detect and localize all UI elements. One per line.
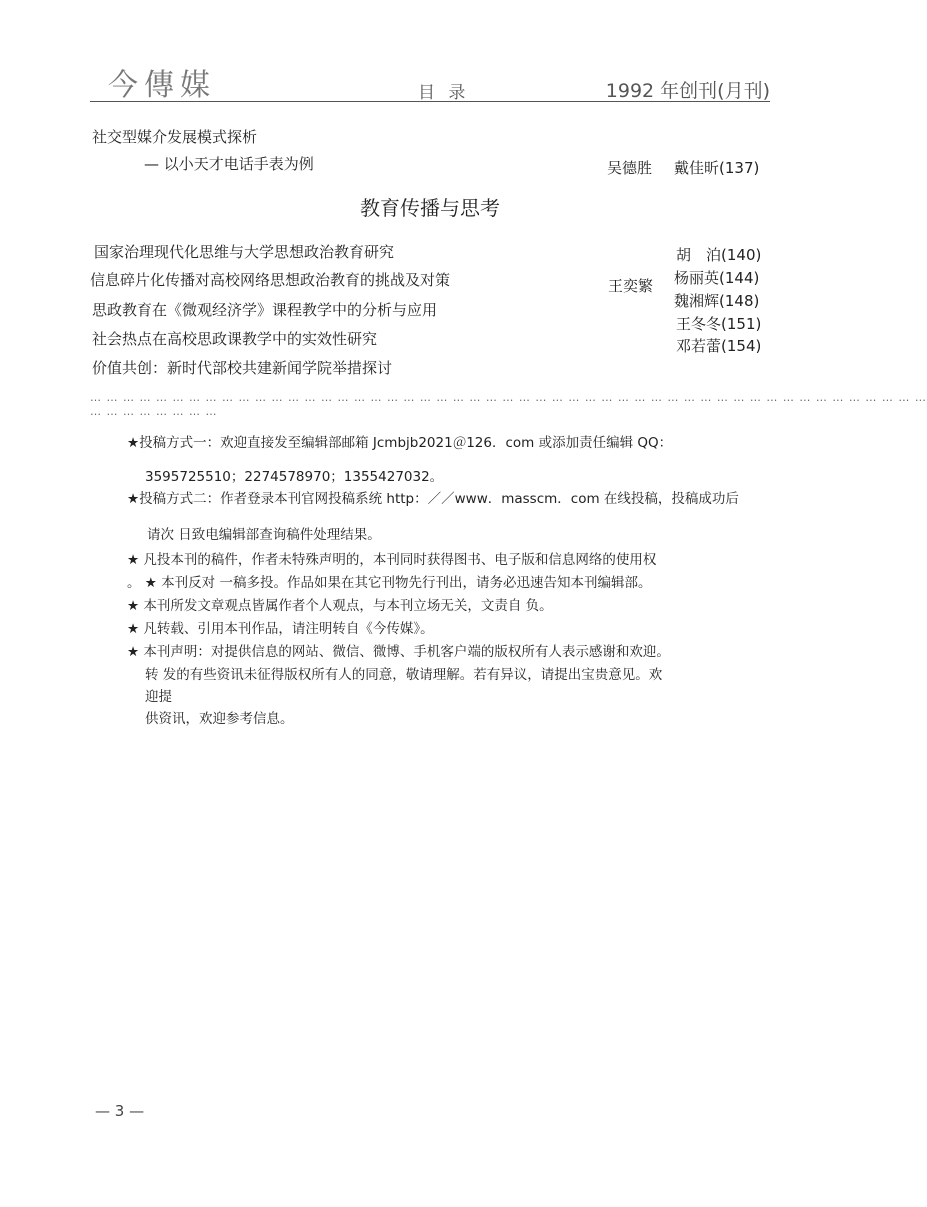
toc-entry-author: 杨丽英(144)	[674, 269, 760, 287]
co-author: 王奕繁	[608, 277, 654, 295]
journal-logo: 今傳媒	[108, 68, 216, 103]
submission-note: ★投稿方式二：作者登录本刊官网投稿系统 http：／／www．masscm．com 在线投稿，投稿成功后	[127, 491, 739, 507]
toc-entry-author: 魏湘辉(148)	[674, 292, 760, 310]
submission-note: 请次 日致电编辑部查询稿件处理结果。	[147, 527, 381, 543]
article-title: 社交型媒介发展模式探析	[92, 128, 258, 146]
submission-note: ★投稿方式一：欢迎直接发至编辑部邮箱 Jcmbjb2021＠126．com 或添加责任编辑 QQ：	[127, 435, 673, 451]
dotted-separator: … … … … … … … … … … … … … … … … … … … … … … … … … … … … … … … … … … … … … … … … … … … … … … … … … … …	[90, 391, 927, 404]
toc-entry-title: 国家治理现代化思维与大学思想政治教育研究	[94, 243, 395, 261]
page-number: — 3 —	[95, 1102, 145, 1120]
statement-note: 供资讯，欢迎参考信息。	[145, 711, 294, 727]
toc-entry-title: 价值共创：新时代部校共建新闻学院举措探讨	[92, 359, 393, 377]
toc-entry-author: 邓若蕾(154)	[676, 337, 762, 355]
toc-heading: 目 录	[418, 83, 470, 103]
article-author-page: 戴佳昕(137)	[674, 159, 760, 177]
toc-entry-author: 胡 泊(140)	[676, 246, 762, 264]
reprint-note: ★ 凡转载、引用本刊作品，请注明转自《今传媒》。	[127, 621, 434, 637]
article-subtitle: — 以小天才电话手表为例	[144, 155, 314, 173]
toc-entry-title: 思政教育在《微观经济学》课程教学中的分析与应用	[92, 301, 438, 319]
copyright-note: 。 ★ 本刊反对 一稿多投。作品如果在其它刊物先行刊出，请务必迅速告知本刊编辑部。	[127, 575, 652, 591]
copyright-note: ★ 凡投本刊的稿件，作者未特殊声明的，本刊同时获得图书、电子版和信息网络的使用权	[127, 552, 657, 568]
article-author: 吴德胜	[607, 159, 653, 177]
toc-entry-title: 社会热点在高校思政课教学中的实效性研究	[92, 330, 378, 348]
statement-note: 迎提	[145, 689, 172, 705]
toc-entry-author: 王冬冬(151)	[676, 315, 762, 333]
toc-entry-title: 信息碎片化传播对高校网络思想政治教育的挑战及对策	[90, 271, 451, 289]
founded-info: 1992 年创刊(月刊)	[605, 80, 770, 102]
header-rule	[90, 101, 770, 102]
statement-note: ★ 本刊声明：对提供信息的网站、微信、微博、手机客户端的版权所有人表示感谢和欢迎。	[127, 644, 670, 660]
dotted-separator: … … … … … … … …	[90, 405, 218, 418]
disclaimer-note: ★ 本刊所发文章观点皆属作者个人观点，与本刊立场无关，文责自 负。	[127, 598, 553, 614]
submission-note: 3595725510；2274578970；1355427032。	[145, 469, 444, 485]
section-title: 教育传播与思考	[360, 196, 500, 220]
statement-note: 转 发的有些资讯未征得版权所有人的同意，敬请理解。若有异议，请提出宝贵意见。欢	[145, 667, 663, 683]
